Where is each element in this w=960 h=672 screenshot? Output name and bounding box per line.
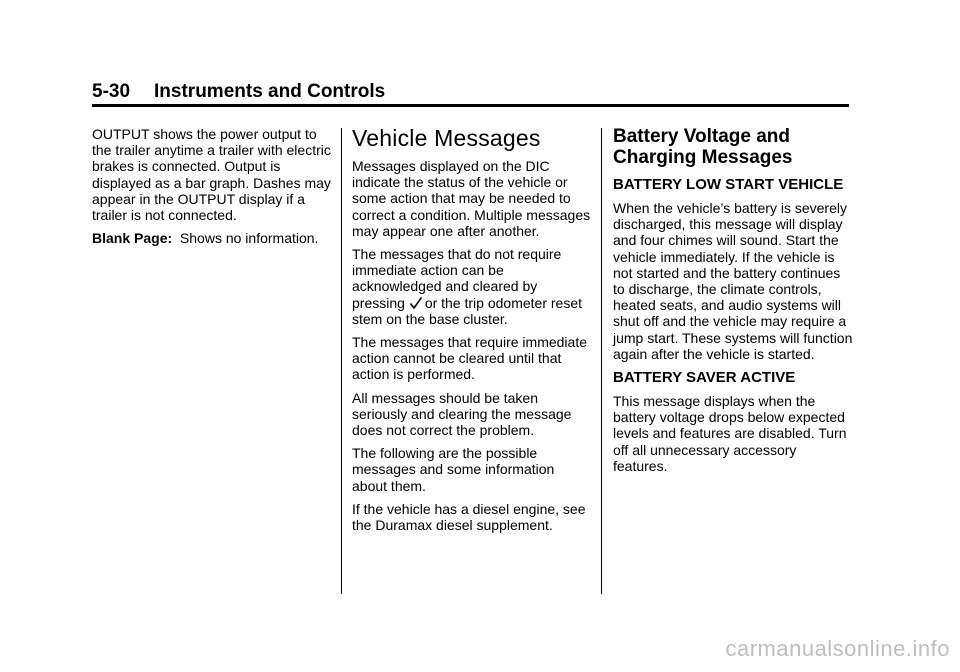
section-title: Instruments and Controls [154,81,386,102]
clear-text-before: The messages that do not require immediate action can be acknowledged and cleared by pressing [352,246,562,311]
output-paragraph: OUTPUT shows the power output to the trailer anytime a trailer with electric brakes is connected. Output is displayed as a bar graph. Dashes may appear in the OUTPUT display if a trailer is not connected. [92,126,331,224]
column-1 [92,126,332,253]
battery-saver-paragraph: This message displays when the battery voltage drops below expected levels and features are disabled. Turn off all unnecessary accessory features. [613,393,847,474]
clear-text-after: or the trip odometer reset stem on the base cluster. [352,294,582,327]
page-number: 5-30 [92,81,131,102]
page-header [92,80,385,104]
column-3 [613,126,853,481]
diesel-paragraph: If the vehicle has a diesel engine, see the Duramax diesel supplement. [352,500,586,534]
header-rule [92,104,849,107]
possible-messages-paragraph: The following are the possible messages and some information about them. [352,445,555,494]
column-divider-2 [601,128,602,594]
checkmark-icon [409,296,423,310]
battery-voltage-heading: Battery Voltage and Charging Messages [613,126,793,168]
blank-page-label: Blank Page: [92,230,173,247]
column-divider-1 [341,128,342,594]
immediate-action-paragraph: The messages that require immediate action cannot be cleared until that action is performed. [352,334,587,383]
blank-page-paragraph [92,230,332,246]
clear-messages-paragraph [352,246,592,327]
vehicle-messages-heading: Vehicle Messages [352,125,541,151]
messages-intro: Messages displayed on the DIC indicate the status of the vehicle or some action that may be needed to correct a condition. Multiple messages may appear one after another. [352,158,591,239]
battery-low-heading: BATTERY LOW START VEHICLE [613,176,844,193]
watermark: carmanualsonline.info [725,636,950,661]
battery-low-paragraph: When the vehicle’s battery is severely discharged, this message will display and four chimes will sound. Start the vehicle immediately. If the vehicle is not started and the battery continues to discharge, the climate controls, heated seats, and audio systems will shut off and the vehicle may require a jump start. These systems will function again after the vehicle is started. [613,200,853,362]
blank-page-text: Shows no information. [179,230,319,247]
seriousness-paragraph: All messages should be taken seriously and clearing the message does not correct the problem. [352,389,572,439]
column-2 [352,126,592,540]
battery-saver-heading: BATTERY SAVER ACTIVE [613,369,796,387]
